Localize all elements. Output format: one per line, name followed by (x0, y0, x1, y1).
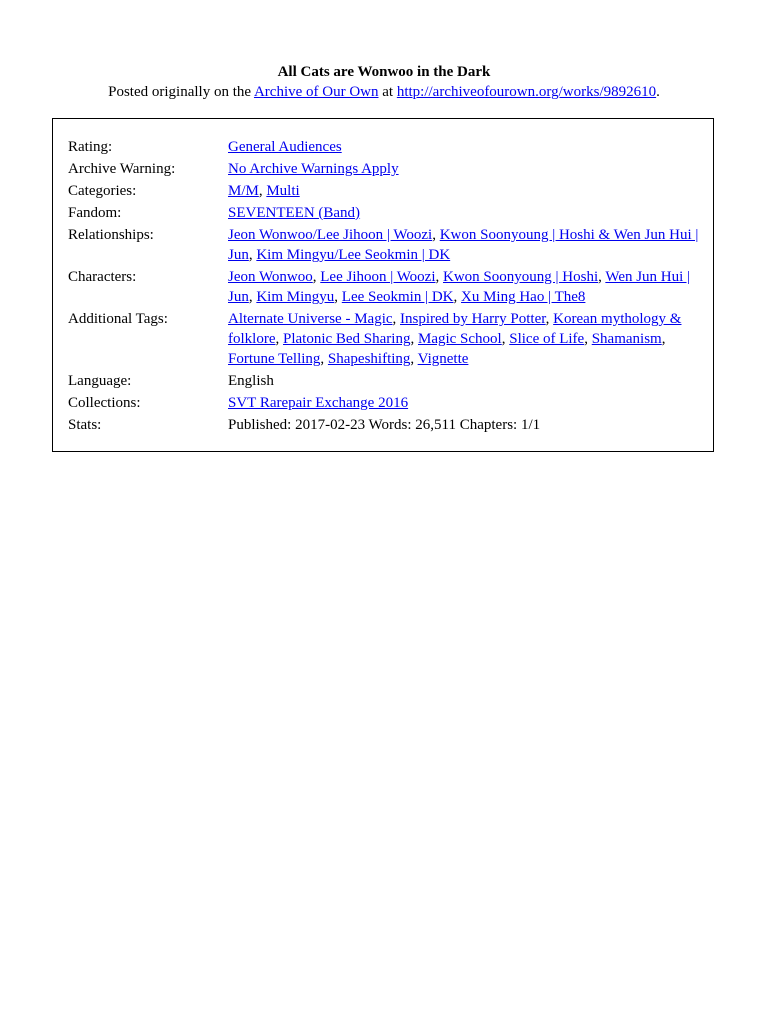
stats-label: Stats: (68, 417, 102, 433)
character-link[interactable]: Lee Jihoon | Woozi (320, 269, 436, 285)
characters-value: Jeon Wonwoo, Lee Jihoon | Woozi, Kwon Soonyoung | Hoshi, Wen Jun Hui | Jun, Kim Mingyu, Lee Seokmin | DK, Xu Ming Hao | The8 (228, 269, 691, 305)
posted-prefix: Posted originally on the (108, 84, 254, 100)
collection-link[interactable]: SVT Rarepair Exchange 2016 (228, 395, 409, 411)
language-label: Language: (68, 373, 132, 389)
collections-value (228, 393, 703, 413)
warning-link[interactable]: No Archive Warnings Apply (228, 161, 399, 177)
tag-link[interactable]: Fortune Telling (228, 351, 321, 367)
period: . (656, 84, 660, 100)
meta-row-tags (68, 309, 703, 369)
character-link[interactable]: Kim Mingyu (256, 289, 335, 305)
tag-link[interactable]: Slice of Life (509, 331, 585, 347)
character-link[interactable]: Wen Jun Hui | Jun (228, 269, 691, 305)
character-link[interactable]: Xu Ming Hao | The8 (461, 289, 586, 305)
collections-label: Collections: (68, 395, 141, 411)
meta-row-relationships (68, 225, 703, 265)
relationship-link[interactable]: Kwon Soonyoung | Hoshi & Wen Jun Hui | Jun (228, 227, 699, 263)
categories-label: Categories: (68, 183, 137, 199)
at-text: at (378, 84, 397, 100)
work-header (0, 62, 768, 102)
metadata-table (68, 137, 703, 437)
tags-value: Alternate Universe - Magic, Inspired by Harry Potter, Korean mythology & folklore, Platonic Bed Sharing, Magic School, Slice of Life, Shamanism, Fortune Telling, Shapeshifting, Vignette (228, 311, 682, 367)
archive-link[interactable]: Archive of Our Own (253, 84, 379, 100)
category-link[interactable]: Multi (266, 183, 300, 199)
tag-link[interactable]: Magic School (417, 331, 502, 347)
relationships-value: Jeon Wonwoo/Lee Jihoon | Woozi, Kwon Soonyoung | Hoshi & Wen Jun Hui | Jun, Kim Mingyu/Lee Seokmin | DK (228, 227, 699, 263)
work-url-link[interactable]: http://archiveofourown.org/works/9892610 (396, 84, 657, 100)
metadata-box (52, 118, 714, 452)
meta-row-collections (68, 393, 703, 413)
character-link[interactable]: Jeon Wonwoo (228, 269, 313, 285)
character-link[interactable]: Lee Seokmin | DK (341, 289, 454, 305)
meta-row-warning (68, 159, 703, 179)
meta-row-language (68, 371, 703, 391)
rating-value (228, 137, 703, 157)
category-link[interactable]: M/M (228, 183, 259, 199)
language-value: English (228, 373, 274, 389)
categories-value: M/M, Multi (228, 183, 300, 199)
meta-row-characters (68, 267, 703, 307)
tag-link[interactable]: Korean mythology & folklore (228, 311, 682, 347)
relationship-link[interactable]: Kim Mingyu/Lee Seokmin | DK (256, 247, 451, 263)
characters-label: Characters: (68, 269, 137, 285)
character-link[interactable]: Kwon Soonyoung | Hoshi (443, 269, 599, 285)
work-title: All Cats are Wonwoo in the Dark (277, 64, 491, 80)
fandom-label: Fandom: (68, 205, 122, 221)
rating-label: Rating: (68, 139, 113, 155)
meta-row-rating (68, 137, 703, 157)
tag-link[interactable]: Shapeshifting (327, 351, 411, 367)
tags-label: Additional Tags: (68, 311, 168, 327)
tag-link[interactable]: Platonic Bed Sharing (282, 331, 411, 347)
posted-line (0, 82, 768, 102)
tag-link[interactable]: Vignette (417, 351, 469, 367)
meta-row-stats (68, 415, 703, 435)
tag-link[interactable]: Alternate Universe - Magic (228, 311, 393, 327)
warning-label: Archive Warning: (68, 161, 176, 177)
fandom-value (228, 203, 703, 223)
relationships-label: Relationships: (68, 227, 154, 243)
tag-link[interactable]: Shamanism (591, 331, 662, 347)
tag-link[interactable]: Inspired by Harry Potter (400, 311, 546, 327)
fandom-link[interactable]: SEVENTEEN (Band) (228, 205, 361, 221)
meta-row-categories (68, 181, 703, 201)
meta-row-fandom (68, 203, 703, 223)
stats-value: Published: 2017-02-23 Words: 26,511 Chapters: 1/1 (228, 417, 541, 433)
rating-link[interactable]: General Audiences (228, 139, 342, 155)
relationship-link[interactable]: Jeon Wonwoo/Lee Jihoon | Woozi (228, 227, 433, 243)
warning-value (228, 159, 703, 179)
